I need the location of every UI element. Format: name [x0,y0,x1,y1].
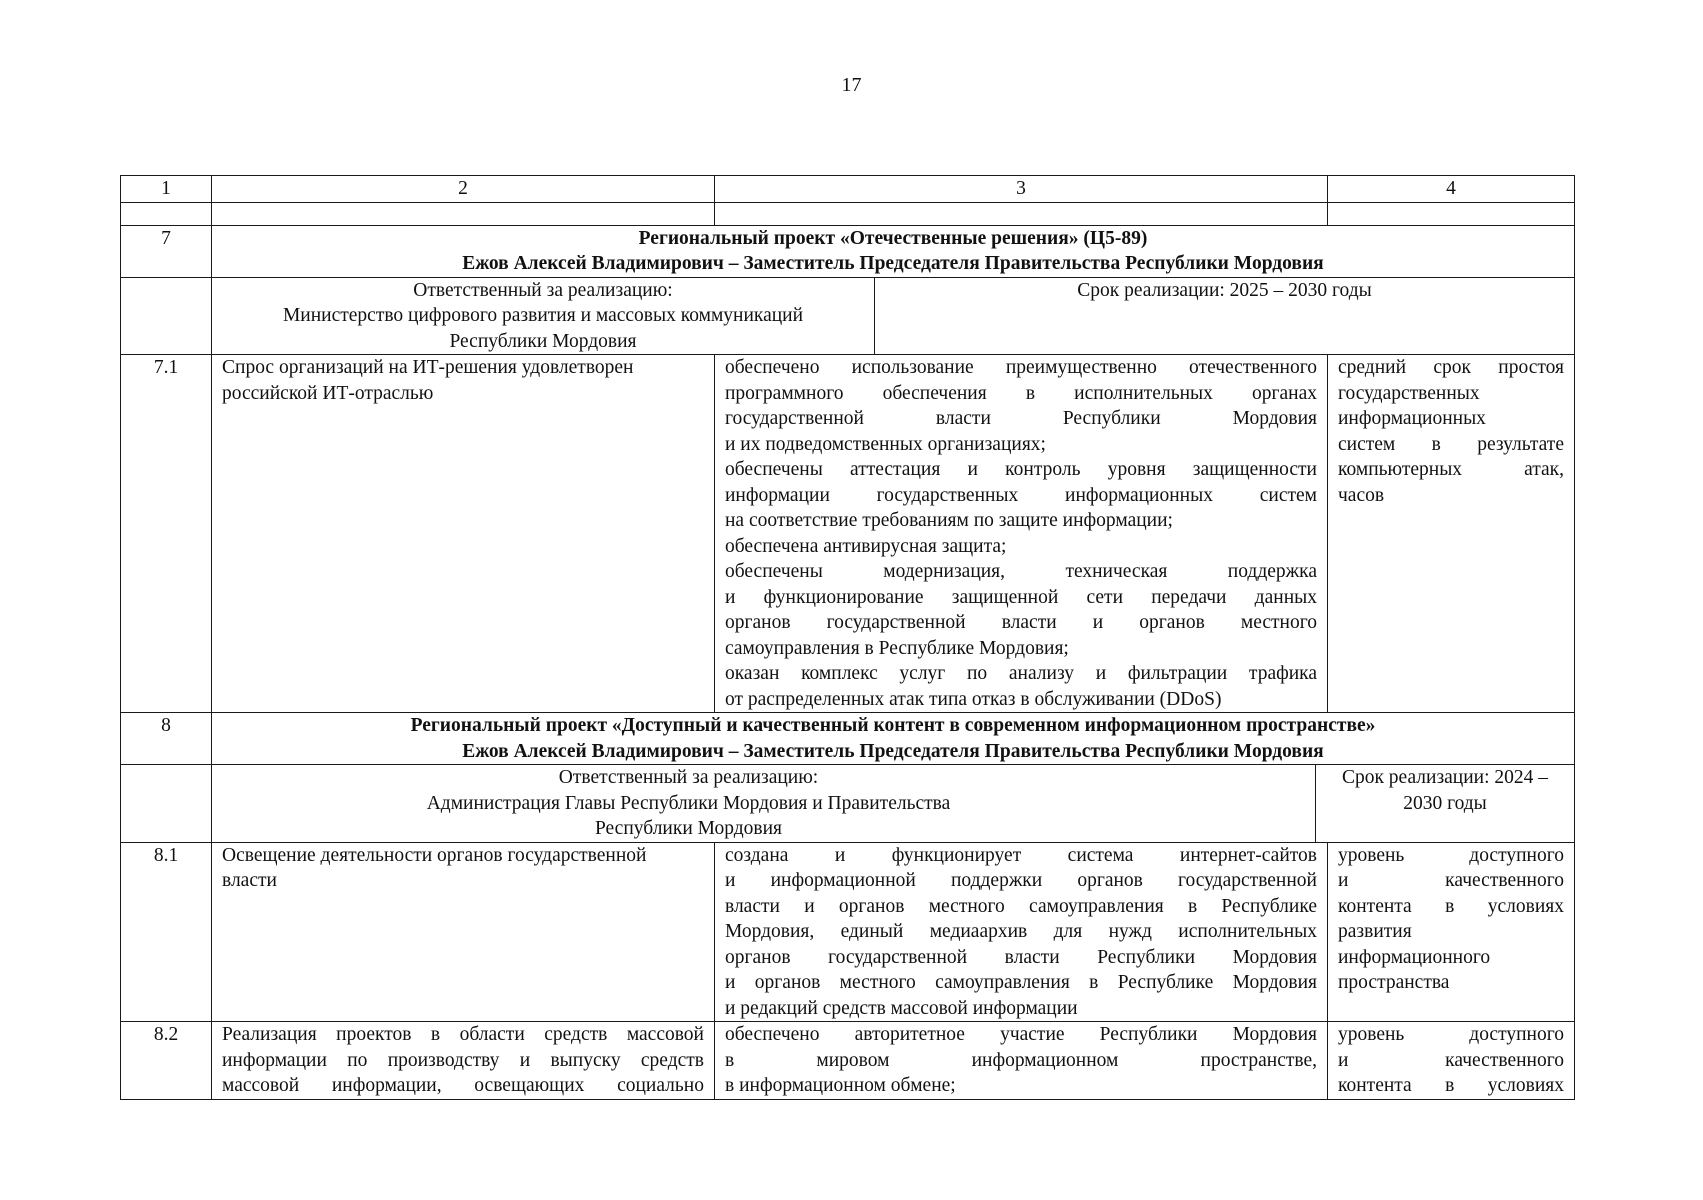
row-8-2-indicator-line: и качественного [1338,1049,1564,1071]
row-8-2-result-line: в информационном обмене; [725,1075,956,1096]
measures-table [120,175,1575,1100]
row-7-1-result-line: государственной власти Республики Мордовия [725,408,1317,429]
row-8-1-result-line: и редакций средств массовой информации [725,997,1078,1019]
row-8-2-number: 8.2 [121,1022,212,1100]
row-7-1 [121,355,1575,713]
row-8-2-results [715,1022,1328,1100]
row-7-1-indicator-line: средний срок простоя [1338,357,1564,378]
row-8-1-number: 8.1 [121,842,212,1022]
row-8-2-task-line: информации по производству и выпуску средств [222,1049,704,1071]
section-7-responsible-org-line-1: Министерство цифрового развития и массовых коммуникаций [282,305,804,326]
row-8-1-result-line: органов государственной власти Республики Мордовия [725,946,1317,968]
row-8-1-indicator-line: информационного [1338,946,1491,968]
row-8-1-result-line: и органов местного самоуправления в Республике Мордовия [725,972,1317,993]
row-7-1-result-line: обеспечено использование преимущественно отечественного [725,357,1317,378]
row-8-2-result-line: обеспечено авторитетное участие Республики Мордовия [725,1024,1317,1045]
section-8-responsible-row [121,765,1575,843]
section-7-empty-cell [121,277,212,355]
row-8-2-task [212,1022,715,1100]
row-7-1-indicator [1328,355,1575,713]
row-8-1-result-line: Мордовия, единый медиаархив для нужд исполнительных [725,921,1317,942]
row-8-2-result-line: в мировом информационном пространстве, [725,1049,1317,1071]
row-7-1-task: Спрос организаций на ИТ-решения удовлетворен российской ИТ-отраслью [212,355,715,713]
header-col-2: 2 [212,176,715,203]
row-7-1-result-line: на соответствие требованиям по защите информации; [725,510,1173,531]
row-7-1-result-line: от распределенных атак типа отказ в обслуживании (DDoS) [725,688,1222,710]
row-7-1-number: 7.1 [121,355,212,713]
row-7-1-result-line: обеспечены модернизация, техническая поддержка [725,561,1317,582]
row-8-2-task-line: массовой информации, освещающих социально [222,1075,704,1096]
row-8-1-result-line: власти и органов местного самоуправления в Республике [725,895,1317,917]
row-7-1-indicator-line: компьютерных атак, [1338,459,1564,480]
row-8-2-task-line: Реализация проектов в области средств массовой [222,1024,704,1045]
section-8-responsible [212,765,1316,843]
row-8-2-indicator [1328,1022,1575,1100]
section-8-title [212,713,1575,765]
section-7-curator: Ежов Алексей Владимирович – Заместитель Председателя Правительства Республики Мордовия [462,253,1324,274]
row-8-1-indicator-line: развития [1338,921,1412,942]
row-7-1-indicator-line: информационных [1338,408,1486,429]
section-8-responsible-org-line-1: Администрация Главы Республики Мордовия и Правительства [426,792,951,814]
row-7-1-result-line: программного обеспечения в исполнительных органах [725,382,1317,404]
row-7-1-result-line: оказан комплекс услуг по анализу и фильтрации трафика [725,663,1317,684]
section-7-number: 7 [121,225,212,277]
blank-cell-4 [1328,202,1575,225]
header-col-3: 3 [715,176,1328,203]
header-row [121,176,1575,203]
row-8-1-result-line: и информационной поддержки органов государственной [725,870,1317,891]
row-8-2 [121,1022,1575,1100]
section-7-title-row [121,225,1575,277]
row-8-1-task: Освещение деятельности органов государственной власти [212,842,715,1022]
section-8-project-name: Региональный проект «Доступный и качественный контент в современном информационном пространстве» [410,715,1376,736]
blank-cell-1 [121,202,212,225]
header-col-1: 1 [121,176,212,203]
row-7-1-results [715,355,1328,713]
row-8-1-indicator-line: и качественного [1338,870,1564,891]
row-8-1-result-line: создана и функционирует система интернет-сайтов [725,844,1317,866]
section-8-empty-cell [121,765,212,843]
blank-row [121,202,1575,225]
section-8-responsible-label: Ответственный за реализацию: [558,767,819,788]
blank-cell-2 [212,202,715,225]
row-7-1-indicator-line: государственных [1338,382,1480,404]
row-7-1-result-line: и функционирование защищенной сети передачи данных [725,586,1317,608]
section-7-responsible-label: Ответственный за реализацию: [413,279,673,301]
row-8-2-indicator-line: контента в условиях [1338,1075,1564,1096]
row-8-1-indicator-line: уровень доступного [1338,844,1564,866]
section-7-responsible-org-line-2: Республики Мордовия [449,330,637,352]
row-7-1-result-line: и их подведомственных организациях; [725,433,1046,455]
row-7-1-result-line: органов государственной власти и органов местного [725,612,1317,633]
row-8-1 [121,842,1575,1022]
row-7-1-result-line: самоуправления в Республике Мордовия; [725,637,1069,659]
row-7-1-indicator-line: часов [1338,484,1385,506]
row-7-1-result-line: информации государственных информационных систем [725,484,1317,506]
row-7-1-result-line: обеспечены аттестация и контроль уровня защищенности [725,459,1317,480]
page-number: 17 [841,74,862,96]
blank-cell-3 [715,202,1328,225]
row-8-2-indicator-line: уровень доступного [1338,1024,1564,1045]
section-8-title-row [121,713,1575,765]
section-8-responsible-org-line-2: Республики Мордовия [594,818,783,839]
row-7-1-result-line: обеспечена антивирусная защита; [725,535,1007,557]
section-7-project-name: Региональный проект «Отечественные решения» (Ц5-89) [638,227,1148,249]
section-8-curator: Ежов Алексей Владимирович – Заместитель Председателя Правительства Республики Мордовия [462,740,1324,762]
row-7-1-indicator-line: систем в результате [1338,433,1564,455]
row-8-1-results [715,842,1328,1022]
row-8-1-indicator-line: контента в условиях [1338,895,1564,917]
row-8-1-indicator-line: пространства [1338,972,1450,993]
section-7-responsible [212,277,875,355]
section-7-title [212,225,1575,277]
header-col-4: 4 [1328,176,1575,203]
section-7-responsible-row [121,277,1575,355]
section-7-term: Срок реализации: 2025 – 2030 годы [875,277,1575,355]
section-8-number: 8 [121,713,212,765]
section-8-term: Срок реализации: 2024 – 2030 годы [1316,765,1575,843]
row-8-1-indicator [1328,842,1575,1022]
